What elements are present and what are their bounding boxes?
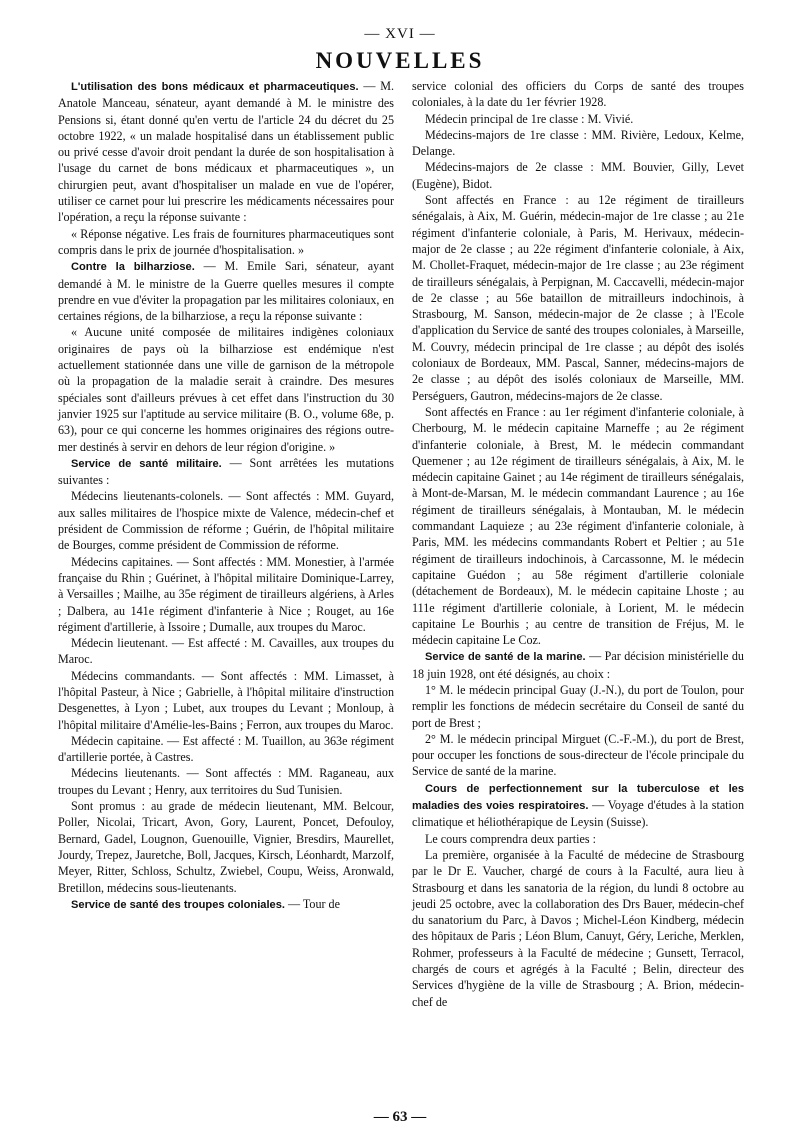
paragraph bbox=[58, 258, 394, 324]
paragraph-text: — Sont arrêtées les mutations suivantes : bbox=[58, 455, 395, 488]
page-number: — 63 — bbox=[373, 1109, 427, 1125]
paragraph bbox=[412, 847, 744, 1010]
paragraph-text: Sont promus : au grade de médecin lieutenant, MM. Belcour, Poller, Nicolai, Tricart, Avon, Gory, Laurent, Poncet, Defouloy, Bernard, Gadel, Lougnon, Guenouille, Vignier, Bresdirs, Maurellet, Jourdy, Trepez, Jauretche, Boll, Jacques, Kirsch, Léonhardt, Marzolf, Meyer, Ritter, Schloss, Schultz, Zwiebel, Coupu, Weiss, Aronwald, Bretillon, médecins sous-lieutenants. bbox=[58, 799, 394, 895]
paragraph-text: Médecins lieutenants-colonels. — Sont affectés : MM. Guyard, aux salles militaires de l'hospice mixte de Valence, médecin-chef et président de Commission de réforme ; Guérin, de l'hôpital militaire de Bourges, comme président de Commission de réforme. bbox=[58, 489, 394, 553]
paragraph-heading: Service de santé des troupes coloniales. bbox=[71, 898, 285, 911]
paragraph bbox=[58, 554, 394, 635]
paragraph-text: Médecins capitaines. — Sont affectés : MM. Monestier, à l'armée française du Rhin ; Guérinet, à l'hôpital militaire Dominique-Larrey, à Versailles ; Mailhe, au 35e régiment de tirailleurs algériens, à Arles ; Dalbera, au 141e régiment d'infanterie à Nice ; Rouget, au 16e régiment d'artillerie, à Issoire ; Dumalle, aux troupes du Maroc. bbox=[58, 554, 394, 634]
paragraph-text: — M. Anatole Manceau, sénateur, ayant demandé à M. le ministre des Pensions si, étant donné qu'en vertu de l'article 24 du décret du 25 octobre 1922, « un malade hospitalisé dans un établissement public ou privé cesse d'avoir droit pendant la durée de son hospitalisation à l'usage du carnet de bons médicaux et pharmaceutiques », un chirurgien peut, avant d'hospitaliser un malade en vue de l'opérer, utiliser ce carnet pour lui prescrire les médicaments nécessaires pour l'opération, a reçu la réponse suivante : bbox=[58, 79, 394, 225]
paragraph bbox=[412, 159, 744, 192]
paragraph bbox=[412, 111, 744, 127]
paragraph bbox=[58, 78, 394, 226]
paragraph-text: — Voyage d'études à la station climatique et héliothérapique de Leysin (Suisse). bbox=[412, 798, 744, 830]
paragraph-heading: Contre la bilharziose. bbox=[71, 261, 195, 274]
paragraph-text: 1° M. le médecin principal Guay (J.-N.), du port de Toulon, pour remplir les fonctions de médecin secrétaire du Conseil de santé du port de Brest ; bbox=[412, 682, 744, 730]
paragraph bbox=[412, 404, 744, 648]
paragraph-text: Médecin capitaine. — Est affecté : M. Tuaillon, au 363e régiment d'artillerie portée, à Castres. bbox=[58, 733, 394, 765]
right-column bbox=[412, 78, 744, 1010]
paragraph-text: Sont affectés en France : au 12e régiment de tirailleurs sénégalais, à Aix, M. Guérin, médecin-major de 1re classe ; au 21e régiment d'infanterie coloniale, à Paris, M. Herivaux, médecin-major de 2e classe ; au 22e régiment d'infanterie coloniale, à Aix, M. Chollet-Fraquet, médecin-major de 1re classe ; au 23e régiment de tirailleurs sénégalais, à Perpignan, M. Caccavelli, médecin-major de 2e classe ; au 56e bataillon de mitrailleurs indochinois, à Strasbourg, M. Sanson, médecin-major de 2e classe ; à l'Ecole d'application du Service de santé des troupes coloniales, à Marseille, M. Couvry, médecin principal de 1re classe ; au dépôt des isolés coloniaux de Bordeaux, MM. Pascal, Sanner, médecins-majors de 2e classe ; au dépôt des isolés coloniaux de Marseille, MM. Perséguers, Gautron, médecins-majors de 2e classe. bbox=[412, 193, 744, 403]
paragraph bbox=[58, 896, 394, 913]
paragraph-text: Médecins lieutenants. — Sont affectés : MM. Raganeau, aux troupes du Levant ; Henry, aux territoires du Sud Tunisien. bbox=[58, 766, 394, 797]
paragraph-text: Médecins commandants. — Sont affectés : MM. Limasset, à l'hôpital Pasteur, à Nice ; Gabrielle, à l'hôpital militaire d'instruction Desgenettes, à Lyon ; Lubet, aux troupes du Levant ; Monloup, à l'hôpital militaire d'Amélie-les-Bains ; Ferron, aux troupes du Maroc. bbox=[58, 668, 394, 732]
paragraph bbox=[412, 192, 744, 404]
paragraph bbox=[412, 78, 744, 111]
paragraph bbox=[58, 733, 394, 766]
paragraph bbox=[58, 668, 394, 733]
paragraph-heading: L'utilisation des bons médicaux et pharmaceutiques. bbox=[71, 81, 359, 93]
paragraph-heading: Service de santé militaire. bbox=[71, 457, 222, 470]
paragraph bbox=[412, 648, 744, 682]
paragraph bbox=[412, 780, 744, 831]
section-title: NOUVELLES bbox=[315, 48, 485, 73]
paragraph bbox=[412, 127, 744, 160]
paragraph bbox=[58, 635, 394, 668]
paragraph-text: Médecin lieutenant. — Est affecté : M. Cavailles, aux troupes du Maroc. bbox=[58, 636, 394, 667]
paragraph-text: service colonial des officiers du Corps de santé des troupes coloniales, à la date du 1er février 1928. bbox=[412, 79, 744, 110]
paragraph bbox=[58, 324, 394, 454]
paragraph bbox=[58, 455, 394, 489]
paragraph bbox=[412, 682, 744, 731]
paragraph-text: — M. Emile Sari, sénateur, ayant demandé à M. le ministre de la Guerre quelles mesures il compte prendre en vue d'éviter la propagation par les militaires coloniaux, en certaines régions, de la bilharziose, a reçu la réponse suivante : bbox=[58, 259, 394, 324]
paragraph-heading: Cours de perfectionnement sur la tuberculose et les maladies des voies respiratoires. bbox=[412, 782, 744, 813]
paragraph bbox=[58, 765, 394, 798]
paragraph-heading: Service de santé de la marine. bbox=[425, 651, 586, 664]
paragraph-text: « Réponse négative. Les frais de fournitures pharmaceutiques sont compris dans le prix de journée d'hospitalisation. » bbox=[58, 226, 394, 257]
paragraph-text: — Tour de bbox=[284, 896, 340, 911]
paragraph-text: Médecins-majors de 1re classe : MM. Rivière, Ledoux, Kelme, Delange. bbox=[412, 127, 744, 159]
paragraph bbox=[58, 798, 394, 896]
paragraph-text: Sont affectés en France : au 1er régiment d'infanterie coloniale, à Cherbourg, M. le médecin capitaine Marneffe ; au 2e régiment d'infanterie coloniale, à Brest, M. le médecin commandant Quemener ; au 12e régiment de tirailleurs sénégalais, à Aix, M. le médecin capitaine Gainet ; au 14e régiment de tirailleurs sénégalais, à Mont-de-Marsan, M. le médecin commandant Laurence ; au 16e régiment de tirailleurs sénégalais, à Montauban, M. le médecin commandant Laquieze ; au 23e régiment d'infanterie coloniale, à Paris, MM. les médecins commandants Robert et Peltier ; au 51e régiment de tirailleurs indochinois, à Carcassonne, M. le médecin capitaine Guédon ; au 58e régiment d'artillerie coloniale (détachement de Bordeaux), M. le médecin capitaine Lhoste ; au 111e régiment d'artillerie coloniale, à Lorient, M. le médecin capitaine Le Bourhis ; au centre de transition de Fréjus, M. le médecin capitaine Le Coz. bbox=[412, 404, 744, 648]
left-column bbox=[58, 78, 394, 913]
paragraph bbox=[58, 488, 394, 553]
running-page-number: — XVI — bbox=[364, 26, 436, 42]
paragraph-text: Le cours comprendra deux parties : bbox=[425, 831, 596, 846]
paragraph-text: Médecins-majors de 2e classe : MM. Bouvier, Gilly, Levet (Eugène), Bidot. bbox=[412, 160, 744, 191]
paragraph bbox=[412, 731, 744, 780]
paragraph-text: 2° M. le médecin principal Mirguet (C.-F.-M.), du port de Brest, pour occuper les fonctions de sous-directeur de l'école principale du Service de santé de la marine. bbox=[412, 731, 744, 779]
paragraph-text: — Par décision ministérielle du 18 juin 1928, ont été désignés, au choix : bbox=[412, 649, 744, 681]
paragraph-text: « Aucune unité composée de militaires indigènes coloniaux originaires de pays où la bilharziose est endémique n'est actuellement stationnée dans une ville de garnison de la métropole où la propagation de la maladie serait à craindre. Des mesures spéciales sont d'ailleurs prévues à cet effet dans l'instruction du 30 janvier 1925 sur l'aptitude au service militaire (B. O., volume 68e, p. 63), pour ce qui concerne les hommes originaires des régions outre-mer destinés à servir en dehors de leur région d'origine. » bbox=[58, 325, 394, 454]
paragraph bbox=[412, 831, 744, 847]
paragraph bbox=[58, 226, 394, 259]
paragraph-text: Médecin principal de 1re classe : M. Vivié. bbox=[425, 111, 634, 126]
paragraph-text: La première, organisée à la Faculté de médecine de Strasbourg par le Dr E. Vaucher, chargé de cours à la Faculté, aura lieu à Strasbourg et dans les sanatoria de la région, du lundi 8 octobre au jeudi 25 octobre, avec la collaboration des Drs Bauer, médecin-chef du sanatorium du Parc, à Davos ; Michel-Léon Kindberg, médecin des hôpitaux de Paris ; Léon Blum, Canuyt, Géry, Leriche, Merklen, Rohmer, professeurs à la Faculté de médecine ; Gunsett, Terracol, chargés de cours et agrégés à la Faculté ; Belin, directeur des Services d'hygiène de la ville de Strasbourg ; A. Brion, médecin-chef de bbox=[412, 847, 744, 1009]
